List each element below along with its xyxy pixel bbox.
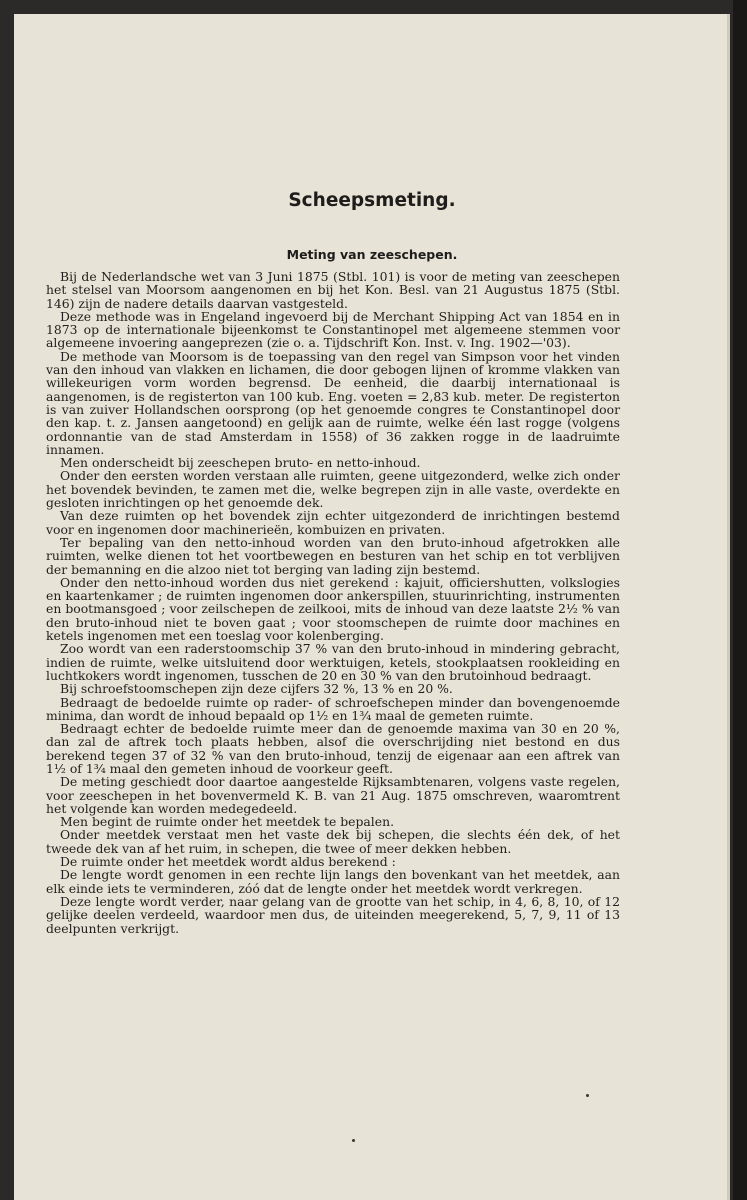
paragraph: Men onderscheidt bij zeeschepen bruto- en netto-inhoud. (60, 455, 421, 471)
paragraph: De lengte wordt genomen in een rechte lijn langs den bovenkant van het meetdek, aan elk einde iets te verminderen, zóó dat de lengte onder het meetdek wordt verkregen. (46, 867, 620, 896)
page-edge-shadow (733, 0, 747, 1200)
section-subtitle: Meting van zeeschepen. (286, 247, 458, 262)
page-title: Scheepsmeting. (288, 190, 456, 211)
body-text (46, 270, 620, 935)
paragraph: De methode van Moorsom is de toepassing van den regel van Simpson voor het vinden van den inhoud van vlakken en lichamen, die door gebogen lijnen of kromme vlakken van willekeurigen vorm worden begrensd. De eenheid, die daarbij internationaal is aangenomen, is de registerton van 100 kub. Eng. voeten = 2,83 kub. meter. De registerton is van zuiver Hollandschen oorsprong (op het genoemde congres te Constantinopel door den kap. t. z. Jansen aangetoond) en gelijk aan de ruimte, welke één last rogge (volgens ordonnantie van de stad Amsterdam in 1558) of 36 zakken rogge in de laadruimte innamen. (46, 348, 620, 457)
paragraph: Onder den netto-inhoud worden dus niet gerekend : kajuit, officiershutten, volkslogies en kaartenkamer ; de ruimten ingenomen door ankerspillen, stuurinrichting, instrumenten en bootmansgoed ; voor zeilschepen de zeilkooi, mits de inhoud van deze laatste 2½ % van den bruto-inhoud niet te boven gaat ; voor stoomschepen de ruimte door machines en ketels ingenomen met een toeslag voor kolenberging. (46, 574, 620, 644)
paragraph: Bedraagt echter de bedoelde ruimte meer dan de genoemde maxima van 30 en 20 %, dan zal de aftrek toch plaats hebben, alsof die overschrijding niet bestond en dus berekend tegen 37 of 32 % van den bruto-inhoud, tenzij de eigenaar aan een aftrek van 1½ of 1¾ maal den gemeten inhoud de voorkeur geeft. (46, 721, 620, 776)
paragraph: Men begint de ruimte onder het meetdek te bepalen. (60, 814, 395, 830)
book-page (14, 14, 730, 1200)
paragraph: Bij de Nederlandsche wet van 3 Juni 1875 (Stbl. 101) is voor de meting van zeeschepen het stelsel van Moorsom aangenomen en bij het Kon. Besl. van 21 Augustus 1875 (Stbl. 146) zijn de nadere details daarvan vastgesteld. (46, 269, 620, 311)
paragraph: Zoo wordt van een raderstoomschip 37 % van den bruto-inhoud in mindering gebracht, indien de ruimte, welke uitsluitend door werktuigen, ketels, stookplaatsen rookleiding en luchtkokers wordt ingenomen, tusschen de 20 en 30 % van den brutoinhoud bedraagt. (46, 641, 620, 683)
paragraph: Bedraagt de bedoelde ruimte op rader- of schroefschepen minder dan bovengenoemde minima, dan wordt de inhoud bepaald op 1½ en 1¾ maal de gemeten ruimte. (46, 694, 620, 723)
paragraph: De ruimte onder het meetdek wordt aldus berekend : (60, 854, 396, 870)
paragraph: Onder meetdek verstaat men het vaste dek bij schepen, die slechts één dek, of het tweede dek van af het ruim, in schepen, die twee of meer dekken hebben. (46, 827, 620, 856)
paragraph: De meting geschiedt door daartoe aangestelde Rijksambtenaren, volgens vaste regelen, voor zeeschepen in het bovenvermeld K. B. van 21 Aug. 1875 omschreven, waaromtrent het volgende kan worden medegedeeld. (46, 774, 620, 816)
paragraph: Deze lengte wordt verder, naar gelang van de grootte van het schip, in 4, 6, 8, 10, of 12 gelijke deelen verdeeld, waardoor men dus, de uiteinden meegerekend, 5, 7, 9, 11 of 13 deelpunten verkrijgt. (46, 893, 620, 936)
paragraph: Ter bepaling van den netto-inhoud worden van den bruto-inhoud afgetrokken alle ruimten, welke dienen tot het voortbewegen en besturen van het schip en tot verblijven der bemanning en die alzoo niet tot berging van lading zijn bestemd. (46, 534, 620, 577)
paragraph: Onder den eersten worden verstaan alle ruimten, geene uitgezonderd, welke zich onder het bovendek bevinden, te zamen met die, welke begrepen zijn in alle vaste, overdekte en gesloten inrichtingen op het genoemde dek. (46, 468, 620, 511)
paragraph: Deze methode was in Engeland ingevoerd bij de Merchant Shipping Act van 1854 en in 1873 op de internationale bijeenkomst te Constantinopel met algemeene stemmen voor algemeene invoering aangeprezen (zie o. a. Tijdschrift Kon. Inst. v. Ing. 1902—'03). (46, 308, 620, 351)
ink-speck (586, 1094, 589, 1097)
ink-speck (352, 1139, 355, 1142)
paragraph: Van deze ruimten op het bovendek zijn echter uitgezonderd de inrichtingen bestemd voor en ingenomen door machinerieën, kombuizen en privaten. (46, 508, 620, 537)
paragraph: Bij schroefstoomschepen zijn deze cijfers 32 %, 13 % en 20 %. (60, 681, 453, 697)
